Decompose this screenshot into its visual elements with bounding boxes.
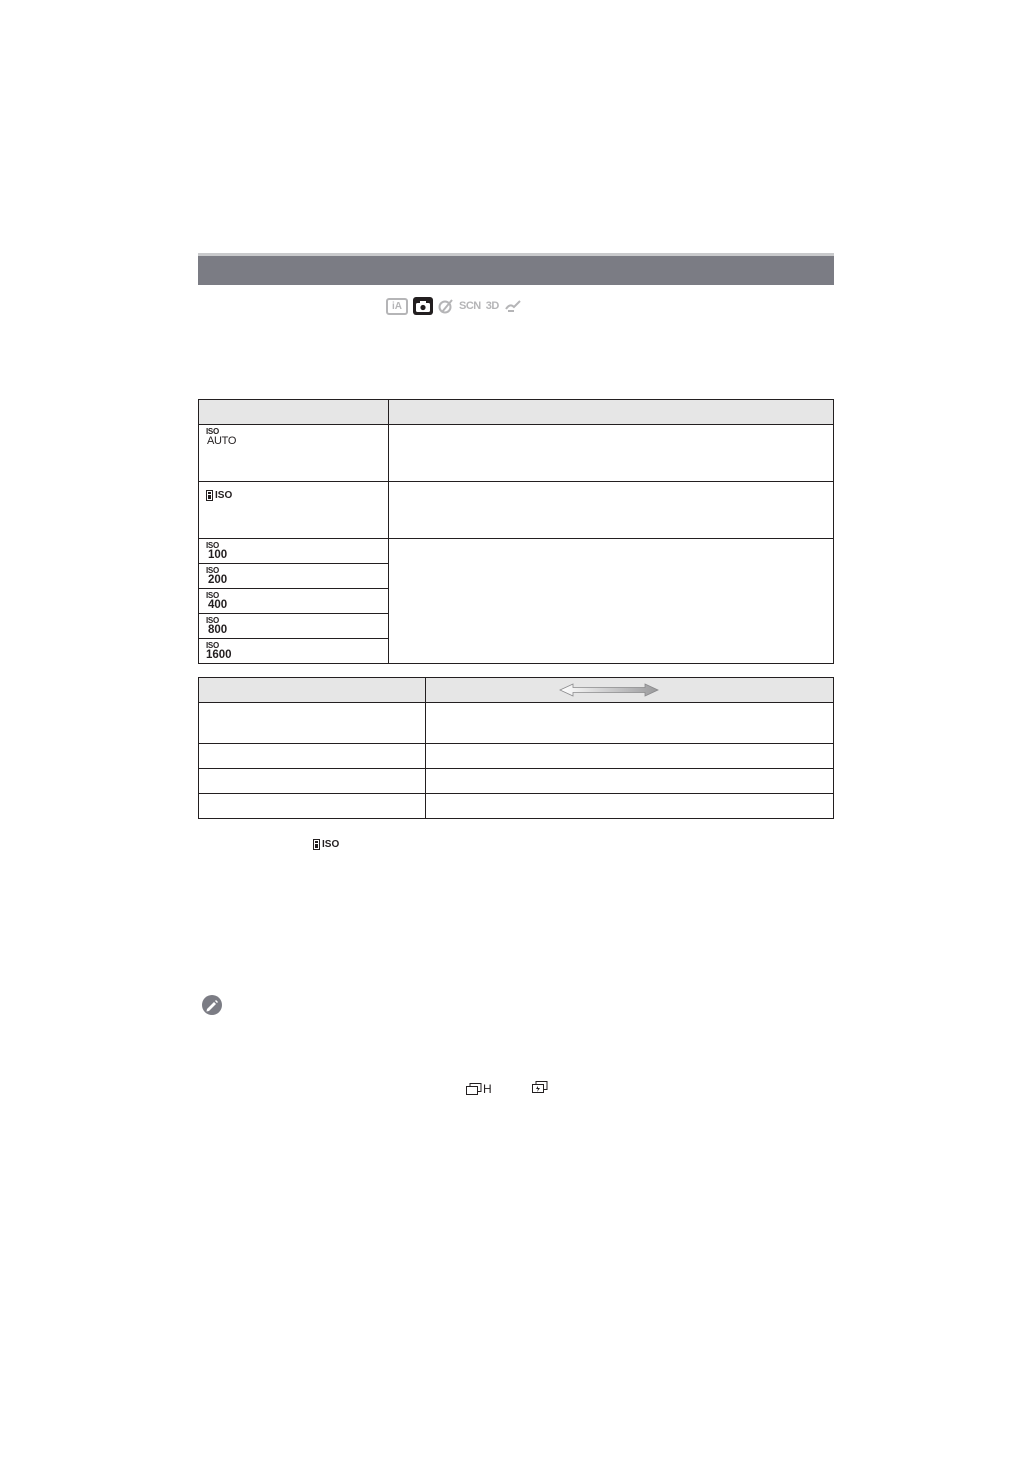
burst-mode-icons [466,1080,548,1098]
custom-mode-icon [504,298,522,315]
applicable-modes [386,296,522,316]
iso-200-cell [199,564,389,589]
iso-auto-cell [199,425,389,482]
iso-auto-icon: ISO AUTO [206,427,237,447]
3d-mode-icon: 3D [485,300,499,312]
creative-control-mode-icon [438,298,454,315]
program-ae-mode-icon [413,297,433,315]
scene-mode-icon: SCN [459,300,481,312]
table-row [199,744,834,769]
table-row [199,769,834,794]
table-row [199,482,834,539]
table-row [199,539,834,564]
intelligent-auto-mode-icon: iA [386,298,408,315]
iso-800-icon: ISO 800 [206,616,228,636]
table-row [199,703,834,744]
iso-400-cell [199,589,389,614]
iso-100-icon: ISO 100 [206,541,228,561]
iso-800-cell [199,614,389,639]
section-title-bar [198,256,834,285]
iso-400-icon: ISO 400 [206,591,228,611]
double-arrow-icon [386,678,833,702]
table-header-row [199,678,834,703]
inline-intelligent-iso-icon: ISO [313,839,339,850]
iso-comparison-table [198,677,834,819]
iso-sensitivity-table [198,399,834,664]
table-row [199,794,834,819]
iso-200-icon: ISO 200 [206,566,228,586]
iso-100-cell [199,539,389,564]
table-header-row [199,400,834,425]
flash-burst-icon [532,1080,548,1098]
intelligent-iso-icon: ISO [206,490,232,501]
table-row [199,425,834,482]
intelligent-iso-cell [199,482,389,539]
fixed-iso-description-cell [388,539,833,664]
note-pencil-icon [202,995,222,1015]
burst-high-speed-icon: H [466,1082,492,1096]
iso-1600-cell [199,639,389,664]
iso-1600-icon: ISO 1600 [206,641,232,661]
